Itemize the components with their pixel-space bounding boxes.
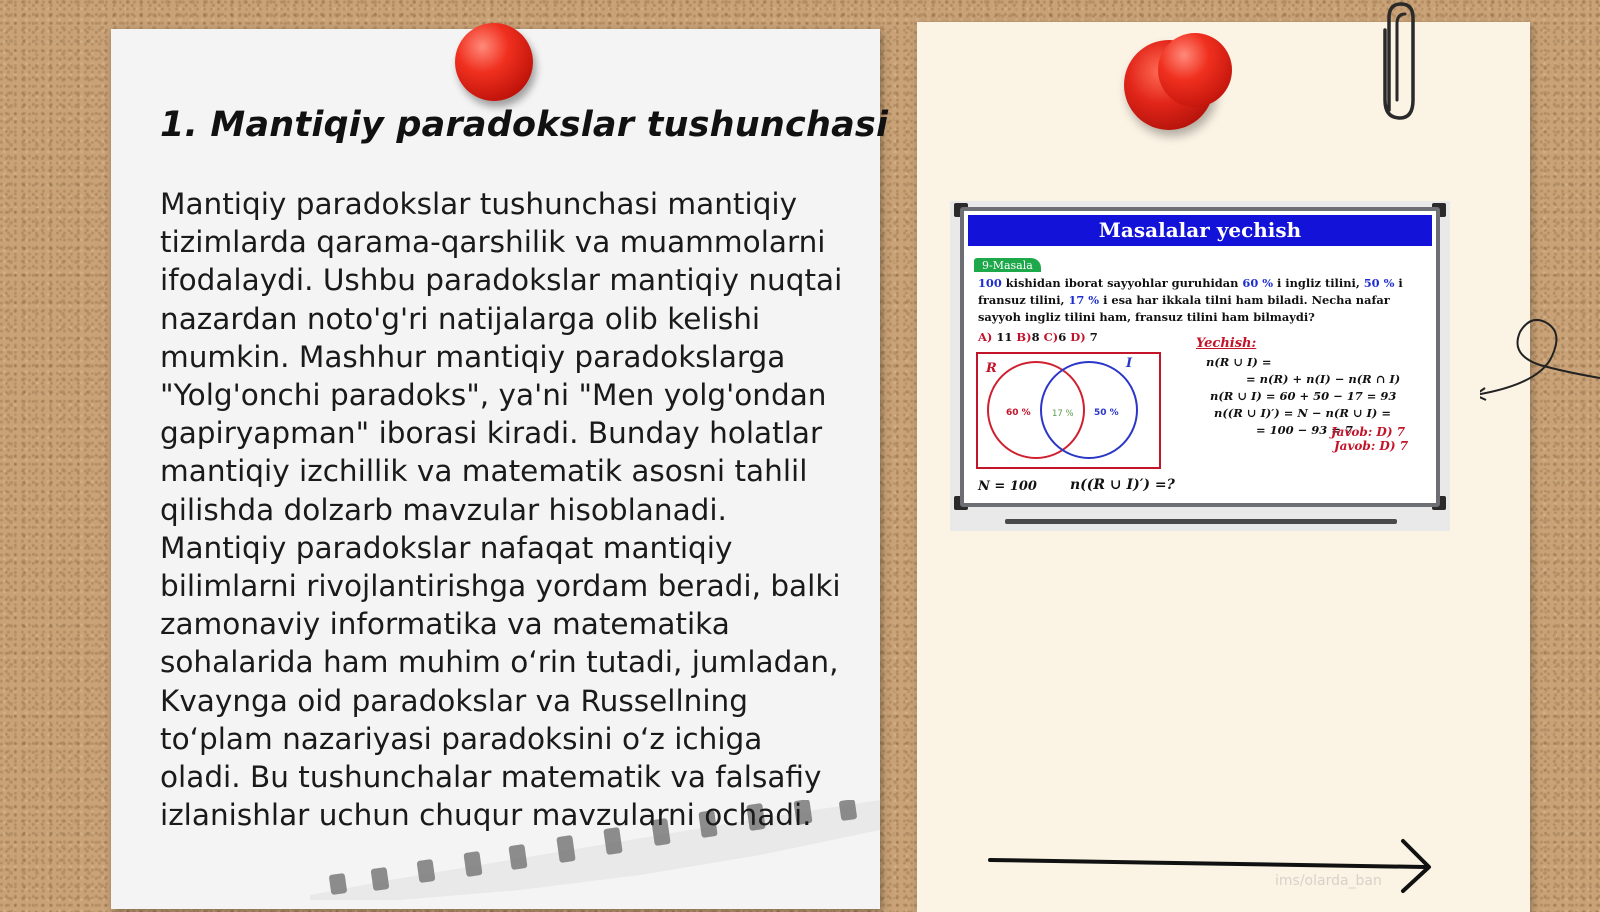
solution-label: Yechish: — [1196, 336, 1257, 351]
body-paragraph: Mantiqiy paradokslar tushunchasi mantiqiy tizimlarda qarama-qarshilik va muammolarni ifodalaydi. Ushbu paradokslar mantiqiy nuqtai nazardan noto'g'ri natijalarga olib kelishi mumkin. Mashhur mantiqiy paradokslarga "Yolg'onchi paradoks", ya'ni "Men yolg'ondan gapiryapman" iborasi kiradi. Bunday holatlar mantiqiy izchillik va matematik asosni tahlil qilishda dolzarb mavzular hisoblanadi. Mantiqiy paradokslar nafaqat mantiqiy bilimlarni rivojlantirishga yordam beradi, balki zamonaviy informatika va matematika sohalarida ham muhim o‘rin tutadi, jumladan, Kvaynga oid paradokslar va Russellning to‘plam nazariyasi paradoksini o‘z ichiga oladi. Bu tushunchalar matematik va falsafiy izlanishlar uchun chuqur mavzularni ochadi. — [160, 187, 843, 833]
total-count: N = 100 — [978, 479, 1037, 494]
venn-label-i: I — [1126, 356, 1133, 371]
venn-left-percent: 60 % — [1006, 408, 1031, 418]
answer-options — [978, 330, 1098, 344]
option-label: C) — [1043, 330, 1059, 344]
problem-fragment: kishidan iborat sayyohlar guruhidan — [1001, 276, 1243, 290]
option-value: 6 — [1058, 330, 1067, 344]
curly-arrow-icon — [1480, 310, 1600, 410]
venn-diagram — [976, 352, 1162, 470]
option-value: 8 — [1031, 330, 1040, 344]
whiteboard — [960, 207, 1440, 507]
venn-right-percent: 50 % — [1094, 408, 1119, 418]
problem-number: 100 — [978, 276, 1002, 290]
option-value: 7 — [1089, 330, 1098, 344]
option-label: D) — [1070, 330, 1086, 344]
option-label: B) — [1016, 330, 1032, 344]
push-pin-icon — [1158, 33, 1232, 107]
option-label: A) — [978, 330, 993, 344]
problem-text — [978, 275, 1418, 326]
slide-title: 1. Mantiqiy paradokslar tushunchasi — [160, 105, 889, 145]
push-pin-icon — [455, 23, 533, 101]
problem-fragment: i ingliz tilini, — [1273, 276, 1364, 290]
paper-clip-icon — [1375, 0, 1425, 125]
formula-line: n((R ∪ I)′) = N − n(R ∪ I) = — [1214, 406, 1391, 420]
problem-percent: 17 % — [1068, 293, 1100, 307]
formula-line: n(R ∪ I) = — [1206, 355, 1272, 369]
problem-fragment: i fransuz tilini, — [978, 276, 1403, 307]
board-tray — [1005, 519, 1397, 524]
question-formula: n((R ∪ I)′) =? — [1070, 477, 1175, 493]
problem-percent: 50 % — [1363, 276, 1395, 290]
problem-fragment: i esa har ikkala tilni ham biladi. Necha nafar sayyoh ingliz tilini ham, fransuz tilini ham bilmaydi? — [978, 293, 1390, 324]
venn-mid-percent: 17 % — [1052, 409, 1074, 419]
option-value: 11 — [996, 330, 1013, 344]
formula-line: = 100 − 93 = 7 — [1256, 423, 1353, 437]
answer-text: Javob: D) 7 — [1334, 439, 1409, 453]
watermark: ims/olarda_ban — [1275, 873, 1382, 889]
venn-label-r: R — [986, 361, 997, 376]
formula-line: n(R ∪ I) = 60 + 50 − 17 = 93 — [1210, 389, 1397, 403]
problem-tag: 9-Masala — [974, 258, 1041, 272]
answer-text: Javob: D) 7 — [1331, 425, 1406, 439]
whiteboard-image — [950, 201, 1450, 531]
board-header: Masalalar yechish — [968, 215, 1432, 246]
problem-percent: 60 % — [1242, 276, 1274, 290]
formula-line: = n(R) + n(I) − n(R ∩ I) — [1246, 372, 1401, 386]
